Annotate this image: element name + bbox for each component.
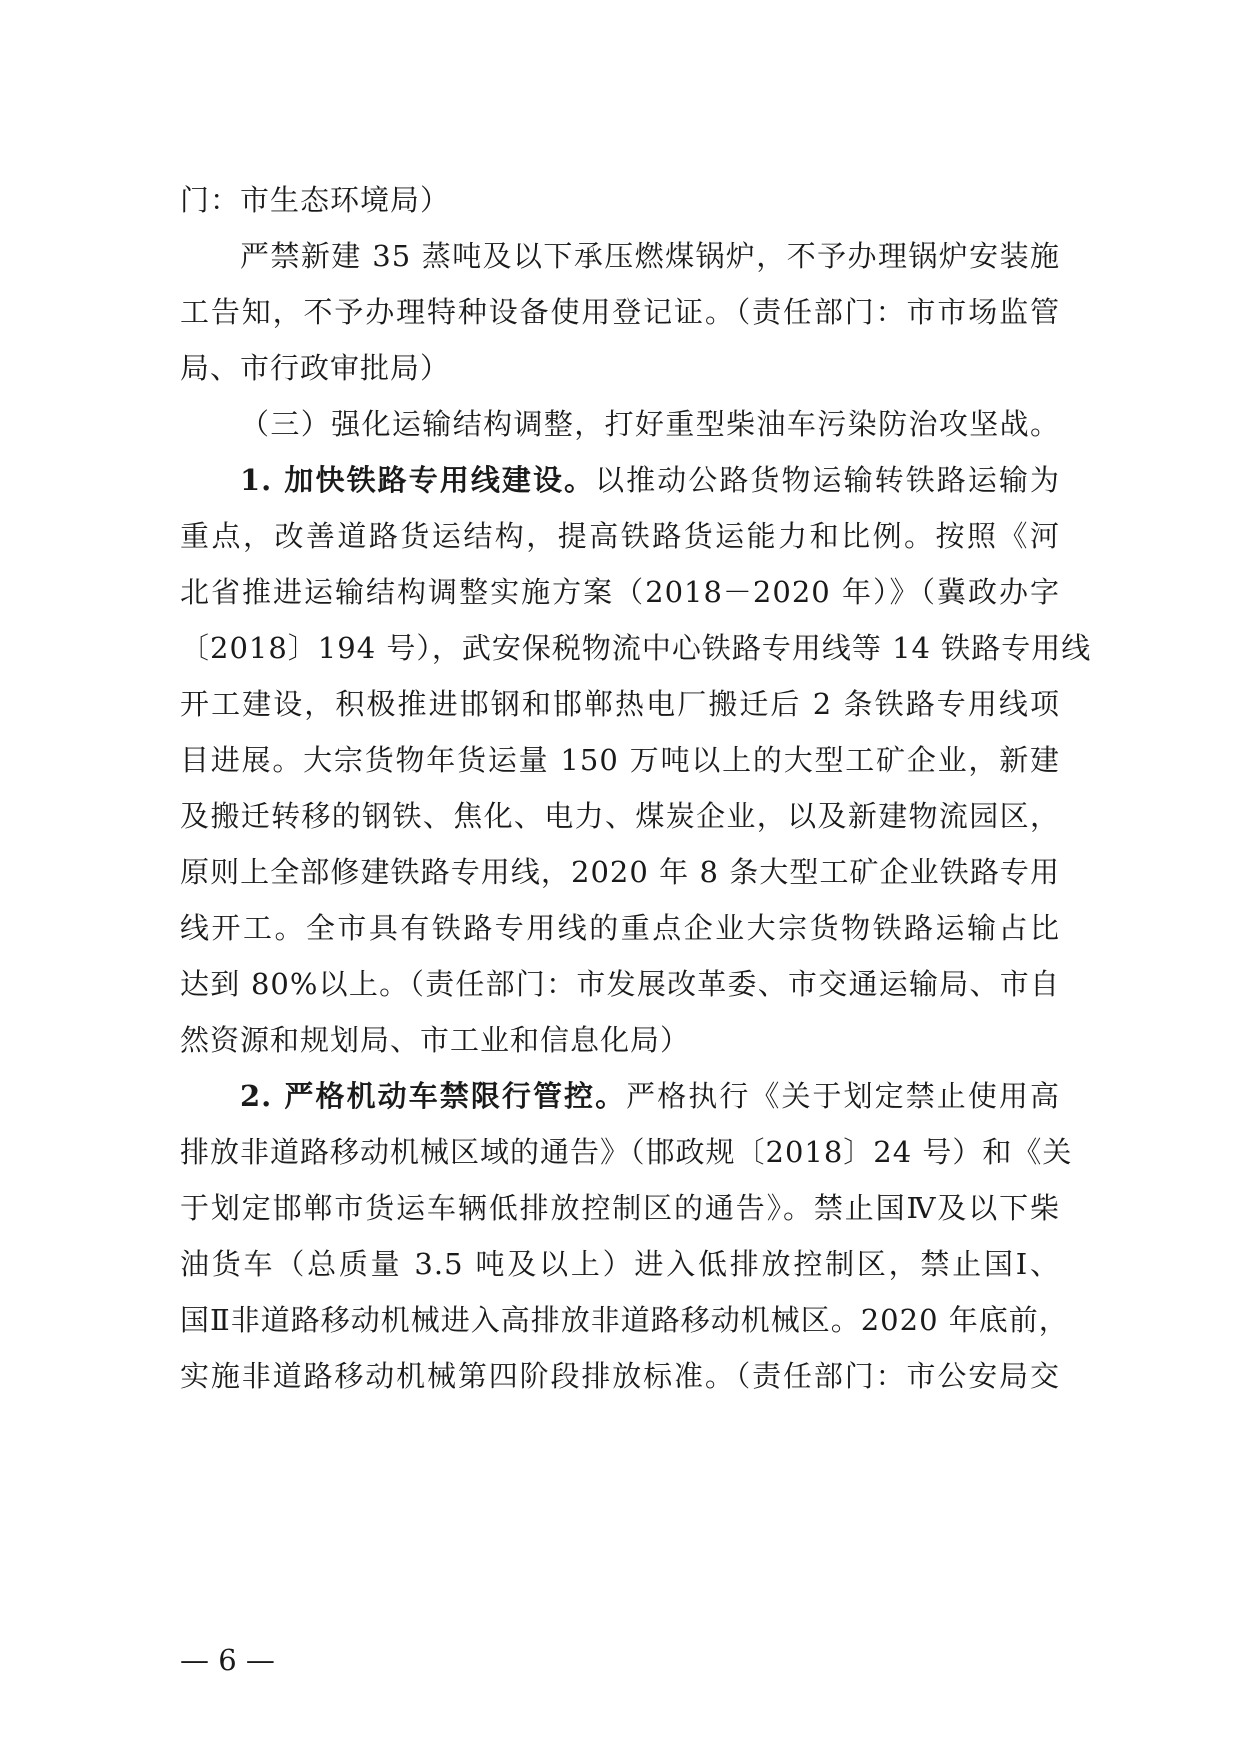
page-number: — 6 —	[180, 1643, 275, 1677]
text-line: 实施非道路移动机械第四阶段排放标准。（责任部门：市公安局交	[180, 1359, 1060, 1393]
text-line: 原则上全部修建铁路专用线，2020 年 8 条大型工矿企业铁路专用	[180, 855, 1060, 889]
text-line: 门：市生态环境局）	[180, 183, 451, 217]
text-line: 开工建设，积极推进邯钢和邯郸热电厂搬迁后 2 条铁路专用线项	[180, 687, 1060, 721]
text-line: 然资源和规划局、市工业和信息化局）	[180, 1023, 691, 1057]
text-line: 油货车（总质量 3.5 吨及以上）进入低排放控制区，禁止国Ⅰ、	[180, 1247, 1060, 1281]
text-line: 重点，改善道路货运结构，提高铁路货运能力和比例。按照《河	[180, 519, 1060, 553]
text-line: 线开工。全市具有铁路专用线的重点企业大宗货物铁路运输占比	[180, 911, 1060, 945]
text-line: 〔2018〕194 号），武安保税物流中心铁路专用线等 14 铁路专用线	[180, 631, 1092, 665]
text-line: 1. 加快铁路专用线建设。以推动公路货物运输转铁路运输为	[240, 463, 1060, 497]
text-line: 国Ⅱ非道路移动机械进入高排放非道路移动机械区。2020 年底前，	[180, 1303, 1069, 1337]
text-line: 严禁新建 35 蒸吨及以下承压燃煤锅炉，不予办理锅炉安装施	[240, 239, 1060, 273]
item-heading: 1. 加快铁路专用线建设。	[240, 463, 596, 497]
text-line: 工告知，不予办理特种设备使用登记证。（责任部门：市市场监管	[180, 295, 1060, 329]
text-line: 局、市行政审批局）	[180, 351, 451, 385]
text-line: 北省推进运输结构调整实施方案（2018－2020 年）》（冀政办字	[180, 575, 1060, 609]
text-line: 2. 严格机动车禁限行管控。严格执行《关于划定禁止使用高	[240, 1079, 1060, 1113]
section-heading: （三）强化运输结构调整，打好重型柴油车污染防治攻坚战。	[240, 407, 1060, 441]
text-line: 及搬迁转移的钢铁、焦化、电力、煤炭企业，以及新建物流园区，	[180, 799, 1060, 833]
text-line: 于划定邯郸市货运车辆低排放控制区的通告》。禁止国Ⅳ及以下柴	[180, 1191, 1060, 1225]
text-line: 排放非道路移动机械区域的通告》（邯政规〔2018〕24 号）和《关	[180, 1135, 1073, 1169]
text-line: 目进展。大宗货物年货运量 150 万吨以上的大型工矿企业，新建	[180, 743, 1060, 777]
item-heading: 2. 严格机动车禁限行管控。	[240, 1079, 627, 1113]
text-line: 达到 80%以上。（责任部门：市发展改革委、市交通运输局、市自	[180, 967, 1060, 1001]
